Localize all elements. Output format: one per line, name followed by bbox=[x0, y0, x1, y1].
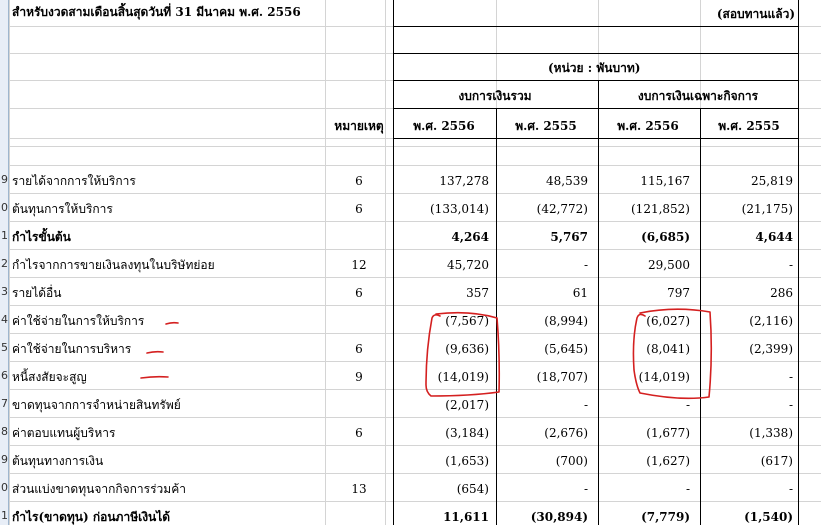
value-separate-2556[interactable]: 797 bbox=[667, 286, 690, 300]
value-separate-2555[interactable]: (2,399) bbox=[749, 342, 793, 356]
row-number[interactable]: 7 bbox=[1, 397, 8, 410]
value-separate-2555[interactable]: (1,540) bbox=[744, 510, 793, 524]
value-consolidated-2556[interactable]: 4,264 bbox=[451, 230, 489, 244]
value-consolidated-2556[interactable]: (2,017) bbox=[445, 398, 489, 412]
value-consolidated-2555[interactable]: - bbox=[583, 482, 588, 496]
note-column-header: หมายเหตุ bbox=[334, 119, 384, 133]
row-number[interactable]: 2 bbox=[1, 257, 8, 270]
value-separate-2555[interactable]: (1,338) bbox=[749, 426, 793, 440]
value-consolidated-2555[interactable]: 5,767 bbox=[550, 230, 588, 244]
row-number[interactable]: 9 bbox=[1, 173, 8, 186]
annotation-box-separate bbox=[633, 309, 711, 398]
row-number[interactable]: 8 bbox=[1, 425, 8, 438]
value-consolidated-2556[interactable]: (1,653) bbox=[445, 454, 489, 468]
row-label[interactable]: ขาดทุนจากการจำหน่ายสินทรัพย์ bbox=[12, 398, 181, 412]
value-separate-2556[interactable]: (6,027) bbox=[646, 314, 690, 328]
row-label[interactable]: กำไรจากการขายเงินลงทุนในบริษัทย่อย bbox=[12, 258, 215, 272]
value-separate-2555[interactable]: 25,819 bbox=[751, 174, 793, 188]
value-separate-2555[interactable]: (21,175) bbox=[741, 202, 793, 216]
row-label[interactable]: ส่วนแบ่งขาดทุนจากกิจการร่วมค้า bbox=[12, 482, 186, 496]
value-consolidated-2555[interactable]: (2,676) bbox=[544, 426, 588, 440]
statement-period-title: สำหรับงวดสามเดือนสิ้นสุดวันที่ 31 มีนาคม พ.ศ. 2556 bbox=[12, 5, 301, 19]
separate-header: งบการเงินเฉพาะกิจการ bbox=[637, 89, 759, 103]
value-consolidated-2555[interactable]: (5,645) bbox=[544, 342, 588, 356]
value-separate-2556[interactable]: - bbox=[685, 398, 690, 412]
value-separate-2556[interactable]: (7,779) bbox=[641, 510, 690, 524]
value-consolidated-2556[interactable]: (9,636) bbox=[445, 342, 489, 356]
value-consolidated-2555[interactable]: (42,772) bbox=[536, 202, 588, 216]
value-consolidated-2555[interactable]: 48,539 bbox=[546, 174, 588, 188]
row-number[interactable]: 0 bbox=[1, 481, 8, 494]
value-consolidated-2556[interactable]: (7,567) bbox=[445, 314, 489, 328]
row-label[interactable]: ค่าใช้จ่ายในการบริหาร bbox=[12, 342, 132, 356]
separate-2556-header: พ.ศ. 2556 bbox=[617, 119, 679, 133]
value-consolidated-2556[interactable]: (14,019) bbox=[437, 370, 489, 384]
row-label[interactable]: หนี้สงสัยจะสูญ bbox=[12, 370, 87, 384]
row-note[interactable]: 6 bbox=[355, 174, 363, 188]
value-separate-2556[interactable]: (14,019) bbox=[638, 370, 690, 384]
row-note[interactable]: 6 bbox=[355, 202, 363, 216]
row-note[interactable]: 6 bbox=[355, 426, 363, 440]
value-separate-2555[interactable]: - bbox=[788, 482, 793, 496]
row-label[interactable]: ต้นทุนทางการเงิน bbox=[12, 454, 104, 468]
annotation-box-consolidated bbox=[426, 313, 499, 396]
annotation-dash-doubtful-debt bbox=[141, 377, 168, 378]
row-label[interactable]: กำไร(ขาดทุน) ก่อนภาษีเงินได้ bbox=[12, 510, 171, 524]
reviewed-label: (สอบทานแล้ว) bbox=[716, 7, 795, 21]
row-number[interactable]: 5 bbox=[1, 341, 8, 354]
value-separate-2555[interactable]: 286 bbox=[770, 286, 793, 300]
row-number[interactable]: 3 bbox=[1, 285, 8, 298]
value-separate-2555[interactable]: (617) bbox=[760, 454, 793, 468]
value-consolidated-2556[interactable]: (3,184) bbox=[445, 426, 489, 440]
value-consolidated-2555[interactable]: (8,994) bbox=[544, 314, 588, 328]
row-note[interactable]: 12 bbox=[351, 258, 367, 272]
value-separate-2556[interactable]: - bbox=[685, 482, 690, 496]
row-label[interactable]: ต้นทุนการให้บริการ bbox=[12, 202, 113, 216]
value-consolidated-2555[interactable]: 61 bbox=[572, 286, 588, 300]
row-label[interactable]: รายได้จากการให้บริการ bbox=[12, 174, 136, 188]
value-consolidated-2555[interactable]: - bbox=[583, 258, 588, 272]
value-consolidated-2556[interactable]: 357 bbox=[466, 286, 489, 300]
row-number[interactable]: 6 bbox=[1, 369, 8, 382]
row-number[interactable]: 0 bbox=[1, 201, 8, 214]
value-separate-2555[interactable]: (2,116) bbox=[749, 314, 793, 328]
value-consolidated-2556[interactable]: 11,611 bbox=[443, 510, 489, 524]
consolidated-2556-header: พ.ศ. 2556 bbox=[413, 119, 475, 133]
row-number[interactable]: 9 bbox=[1, 453, 8, 466]
value-consolidated-2555[interactable]: (30,894) bbox=[530, 510, 588, 524]
row-number[interactable]: 1 bbox=[1, 509, 8, 522]
value-consolidated-2556[interactable]: (654) bbox=[456, 482, 489, 496]
row-label[interactable]: ค่าใช้จ่ายในการให้บริการ bbox=[12, 314, 145, 328]
value-consolidated-2556[interactable]: (133,014) bbox=[430, 202, 489, 216]
row-label[interactable]: กำไรขั้นต้น bbox=[12, 230, 71, 244]
unit-label: (หน่วย : พันบาท) bbox=[548, 61, 641, 75]
consolidated-2555-header: พ.ศ. 2555 bbox=[515, 119, 577, 133]
row-note[interactable]: 13 bbox=[351, 482, 367, 496]
annotation-dash-admin-expense bbox=[147, 352, 163, 353]
annotation-dash-service-expense bbox=[166, 323, 178, 324]
value-separate-2556[interactable]: (1,677) bbox=[646, 426, 690, 440]
value-separate-2555[interactable]: - bbox=[788, 398, 793, 412]
value-separate-2555[interactable]: - bbox=[788, 258, 793, 272]
value-separate-2556[interactable]: 115,167 bbox=[640, 174, 690, 188]
separate-2555-header: พ.ศ. 2555 bbox=[718, 119, 780, 133]
value-consolidated-2555[interactable]: (18,707) bbox=[536, 370, 588, 384]
value-separate-2556[interactable]: 29,500 bbox=[648, 258, 690, 272]
value-consolidated-2556[interactable]: 137,278 bbox=[439, 174, 489, 188]
row-note[interactable]: 6 bbox=[355, 342, 363, 356]
row-note[interactable]: 9 bbox=[355, 370, 363, 384]
value-consolidated-2555[interactable]: - bbox=[583, 398, 588, 412]
value-consolidated-2556[interactable]: 45,720 bbox=[447, 258, 489, 272]
value-separate-2555[interactable]: - bbox=[788, 370, 793, 384]
row-number[interactable]: 4 bbox=[1, 313, 8, 326]
row-label[interactable]: รายได้อื่น bbox=[12, 286, 62, 300]
value-consolidated-2555[interactable]: (700) bbox=[555, 454, 588, 468]
value-separate-2556[interactable]: (6,685) bbox=[641, 230, 690, 244]
value-separate-2556[interactable]: (1,627) bbox=[646, 454, 690, 468]
value-separate-2556[interactable]: (8,041) bbox=[646, 342, 690, 356]
consolidated-header: งบการเงินรวม bbox=[458, 89, 532, 103]
row-note[interactable]: 6 bbox=[355, 286, 363, 300]
value-separate-2555[interactable]: 4,644 bbox=[755, 230, 793, 244]
row-label[interactable]: ค่าตอบแทนผู้บริหาร bbox=[12, 426, 116, 440]
value-separate-2556[interactable]: (121,852) bbox=[631, 202, 690, 216]
row-number[interactable]: 1 bbox=[1, 229, 8, 242]
